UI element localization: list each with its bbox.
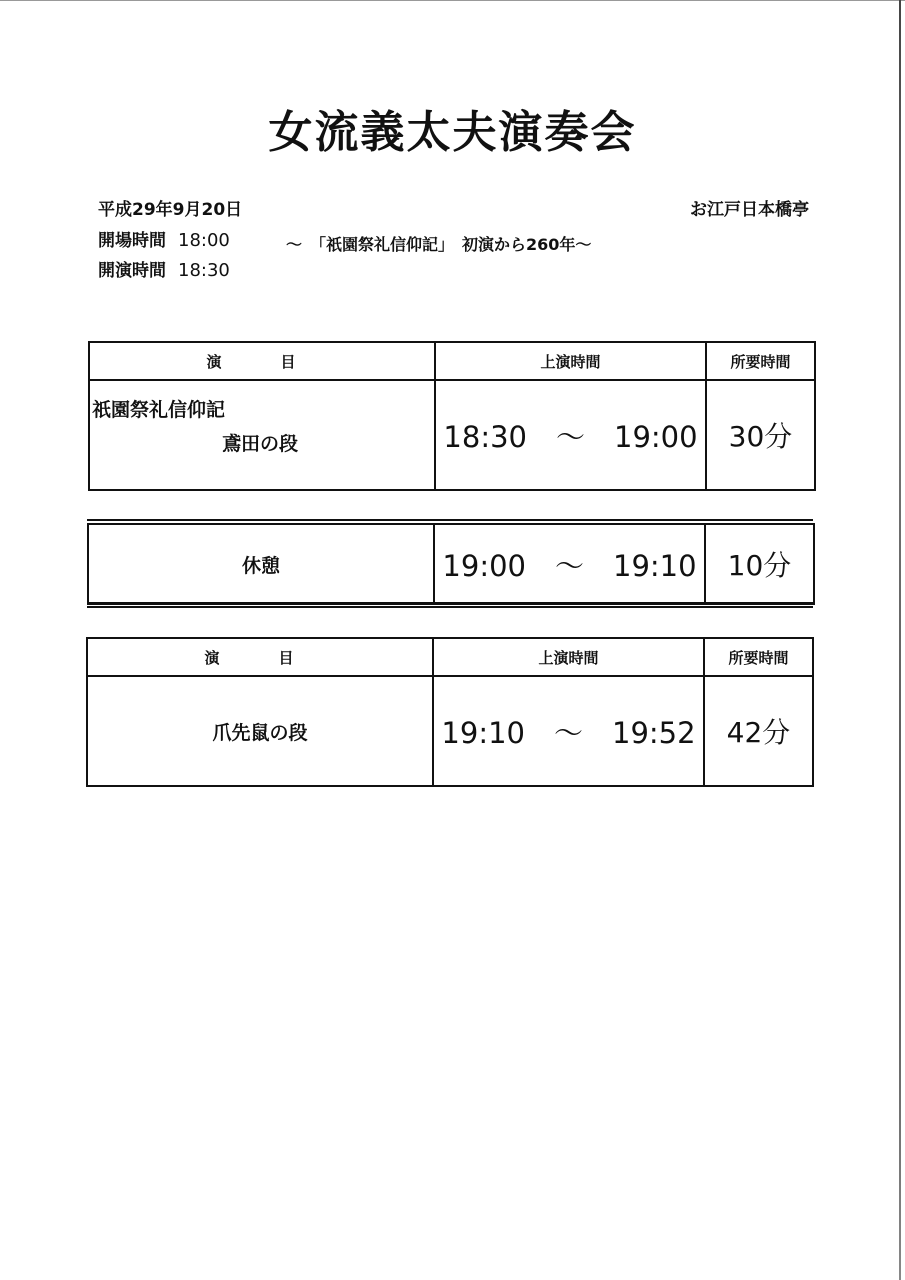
intermission-table [87,523,815,605]
page-title: 女流義太夫演奏会 [268,107,637,158]
scene-name: 鳶田の段 [222,433,299,455]
intermission-bottom-rule [87,602,813,608]
start-time-label: 開演時間 [98,261,166,281]
intermission-label: 休憩 [88,524,434,604]
col-showtime-header: 上演時間 [433,638,704,676]
col-duration-header: 所要時間 [706,342,815,380]
intermission-duration: 10分 [705,524,814,604]
program-table-2 [86,637,814,787]
col-program-header: 演 目 [87,638,433,676]
open-time-row [98,226,230,251]
col-showtime-header: 上演時間 [435,342,706,380]
col-program-header: 演 目 [89,342,435,380]
tagline: ～ 「祇園祭礼信仰記」 初演から260年～ [286,235,592,254]
open-time-value: 18:00 [178,230,230,251]
duration-cell: 30分 [706,380,815,490]
start-time-value: 18:30 [178,260,230,281]
scan-edge-right [899,0,901,1280]
intermission-showtime: 19:00 ～ 19:10 [434,524,705,604]
program-table-1 [88,341,816,491]
showtime-cell: 18:30 ～ 19:00 [435,380,706,490]
open-time-label: 開場時間 [98,231,166,251]
duration-cell: 42分 [704,676,813,786]
play-title: 祇園祭礼信仰記 [92,399,226,421]
event-date: 平成29年9月20日 [98,200,243,220]
col-duration-header: 所要時間 [704,638,813,676]
start-time-row [98,256,230,281]
scene-name: 爪先鼠の段 [87,676,433,786]
showtime-cell: 19:10 ～ 19:52 [433,676,704,786]
venue-name: お江戸日本橋亭 [690,200,809,220]
program-cell [89,380,435,490]
scan-edge-top [0,0,905,1]
